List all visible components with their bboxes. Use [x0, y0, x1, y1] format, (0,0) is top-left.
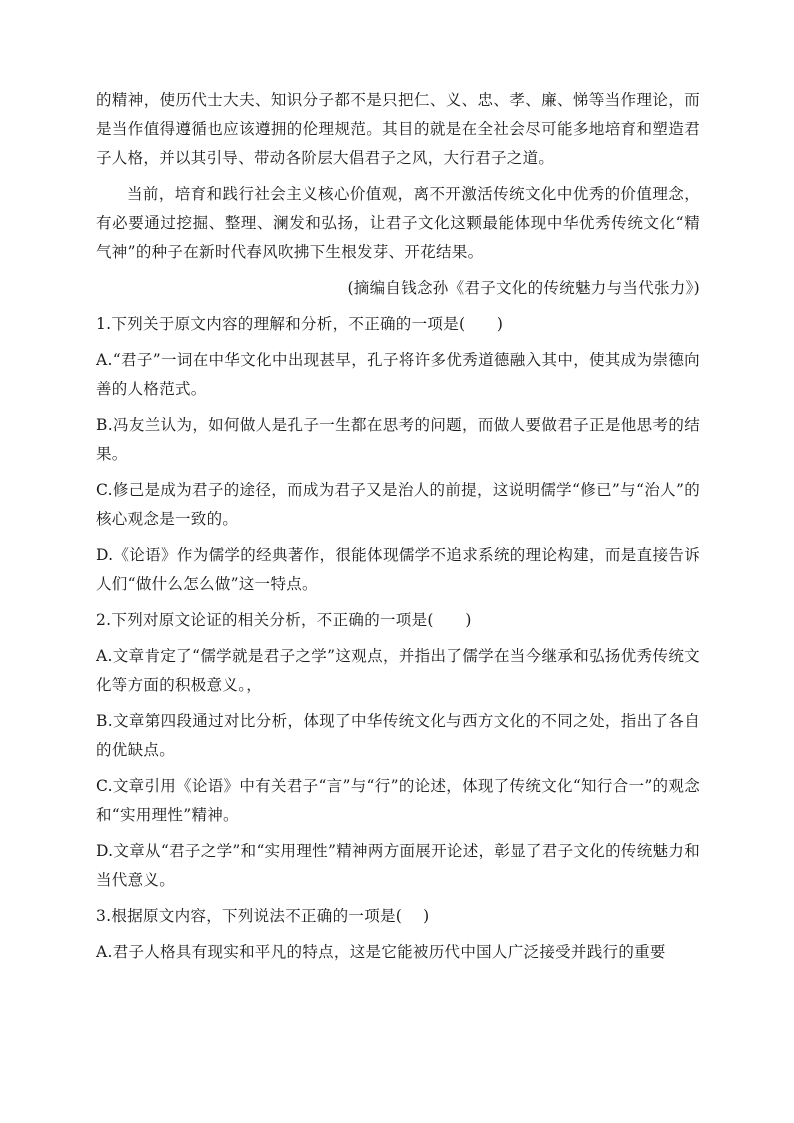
question-2-stem: 2.下列对原文论证的相关分析，不正确的一项是( )	[96, 611, 472, 629]
document-page	[96, 86, 700, 974]
question-1-stem: 1.下列关于原文内容的理解和分析，不正确的一项是( )	[96, 315, 504, 333]
question-1-option-b: B.冯友兰认为，如何做人是孔子一生都在思考的问题，而做人要做君子正是他思考的结果。	[96, 416, 700, 463]
question-2-option-c: C.文章引用《论语》中有关君子“言”与“行”的论述，体现了传统文化“知行合一”的观念和“实用理性”精神。	[96, 777, 700, 824]
question-3-option-a: A.君子人格具有现实和平凡的特点，这是它能被历代中国人广泛接受并践行的重要	[96, 943, 666, 961]
question-1-option-c: C.修己是成为君子的途径，而成为君子又是治人的前提，这说明儒学“修已”与“治人”的核心观念是一致的。	[96, 481, 700, 528]
body-paragraph-1: 的精神，使历代士大夫、知识分子都不是只把仁、义、忠、孝、廉、悌等当作理论，而是当作值得遵循也应该遵拥的伦理规范。其目的就是在全社会尽可能多地培育和塑造君子人格，并以其引导、带动各阶层大倡君子之风，大行君子之道。	[96, 91, 700, 167]
question-2-option-d: D.文章从“君子之学”和“实用理性”精神两方面展开论述，彰显了君子文化的传统魅力和当代意义。	[96, 842, 700, 889]
body-paragraph-2: 当前，培育和践行社会主义核心价值观，离不开激活传统文化中优秀的价值理念，有必要通过挖掘、整理、澜发和弘扬，让君子文化这颗最能体现中华优秀传统文化“精气神”的种子在新时代春风吹拂下生根发芽、开花结果。	[96, 185, 700, 261]
question-2-option-b: B.文章第四段通过对比分析，体现了中华传统文化与西方文化的不同之处，指出了各自的优缺点。	[96, 712, 700, 759]
question-1-option-d: D.《论语》作为儒学的经典著作，很能体现儒学不追求系统的理论构建，而是直接告诉人们“做什么怎么做”这一特点。	[96, 546, 700, 593]
question-1-option-a: A.“君子”一词在中华文化中出现甚早，孔子将许多优秀道德融入其中，使其成为崇德向善的人格范式。	[96, 351, 700, 398]
question-2-option-a: A.文章肯定了“儒学就是君子之学”这观点，并指出了儒学在当今继承和弘扬优秀传统文化等方面的积极意义。，	[96, 647, 700, 694]
source-citation: (摘编自钱念孙《君子文化的传统魅力与当代张力》)	[347, 279, 700, 297]
question-3-stem: 3.根据原文内容，下列说法不正确的一项是( )	[96, 907, 430, 925]
